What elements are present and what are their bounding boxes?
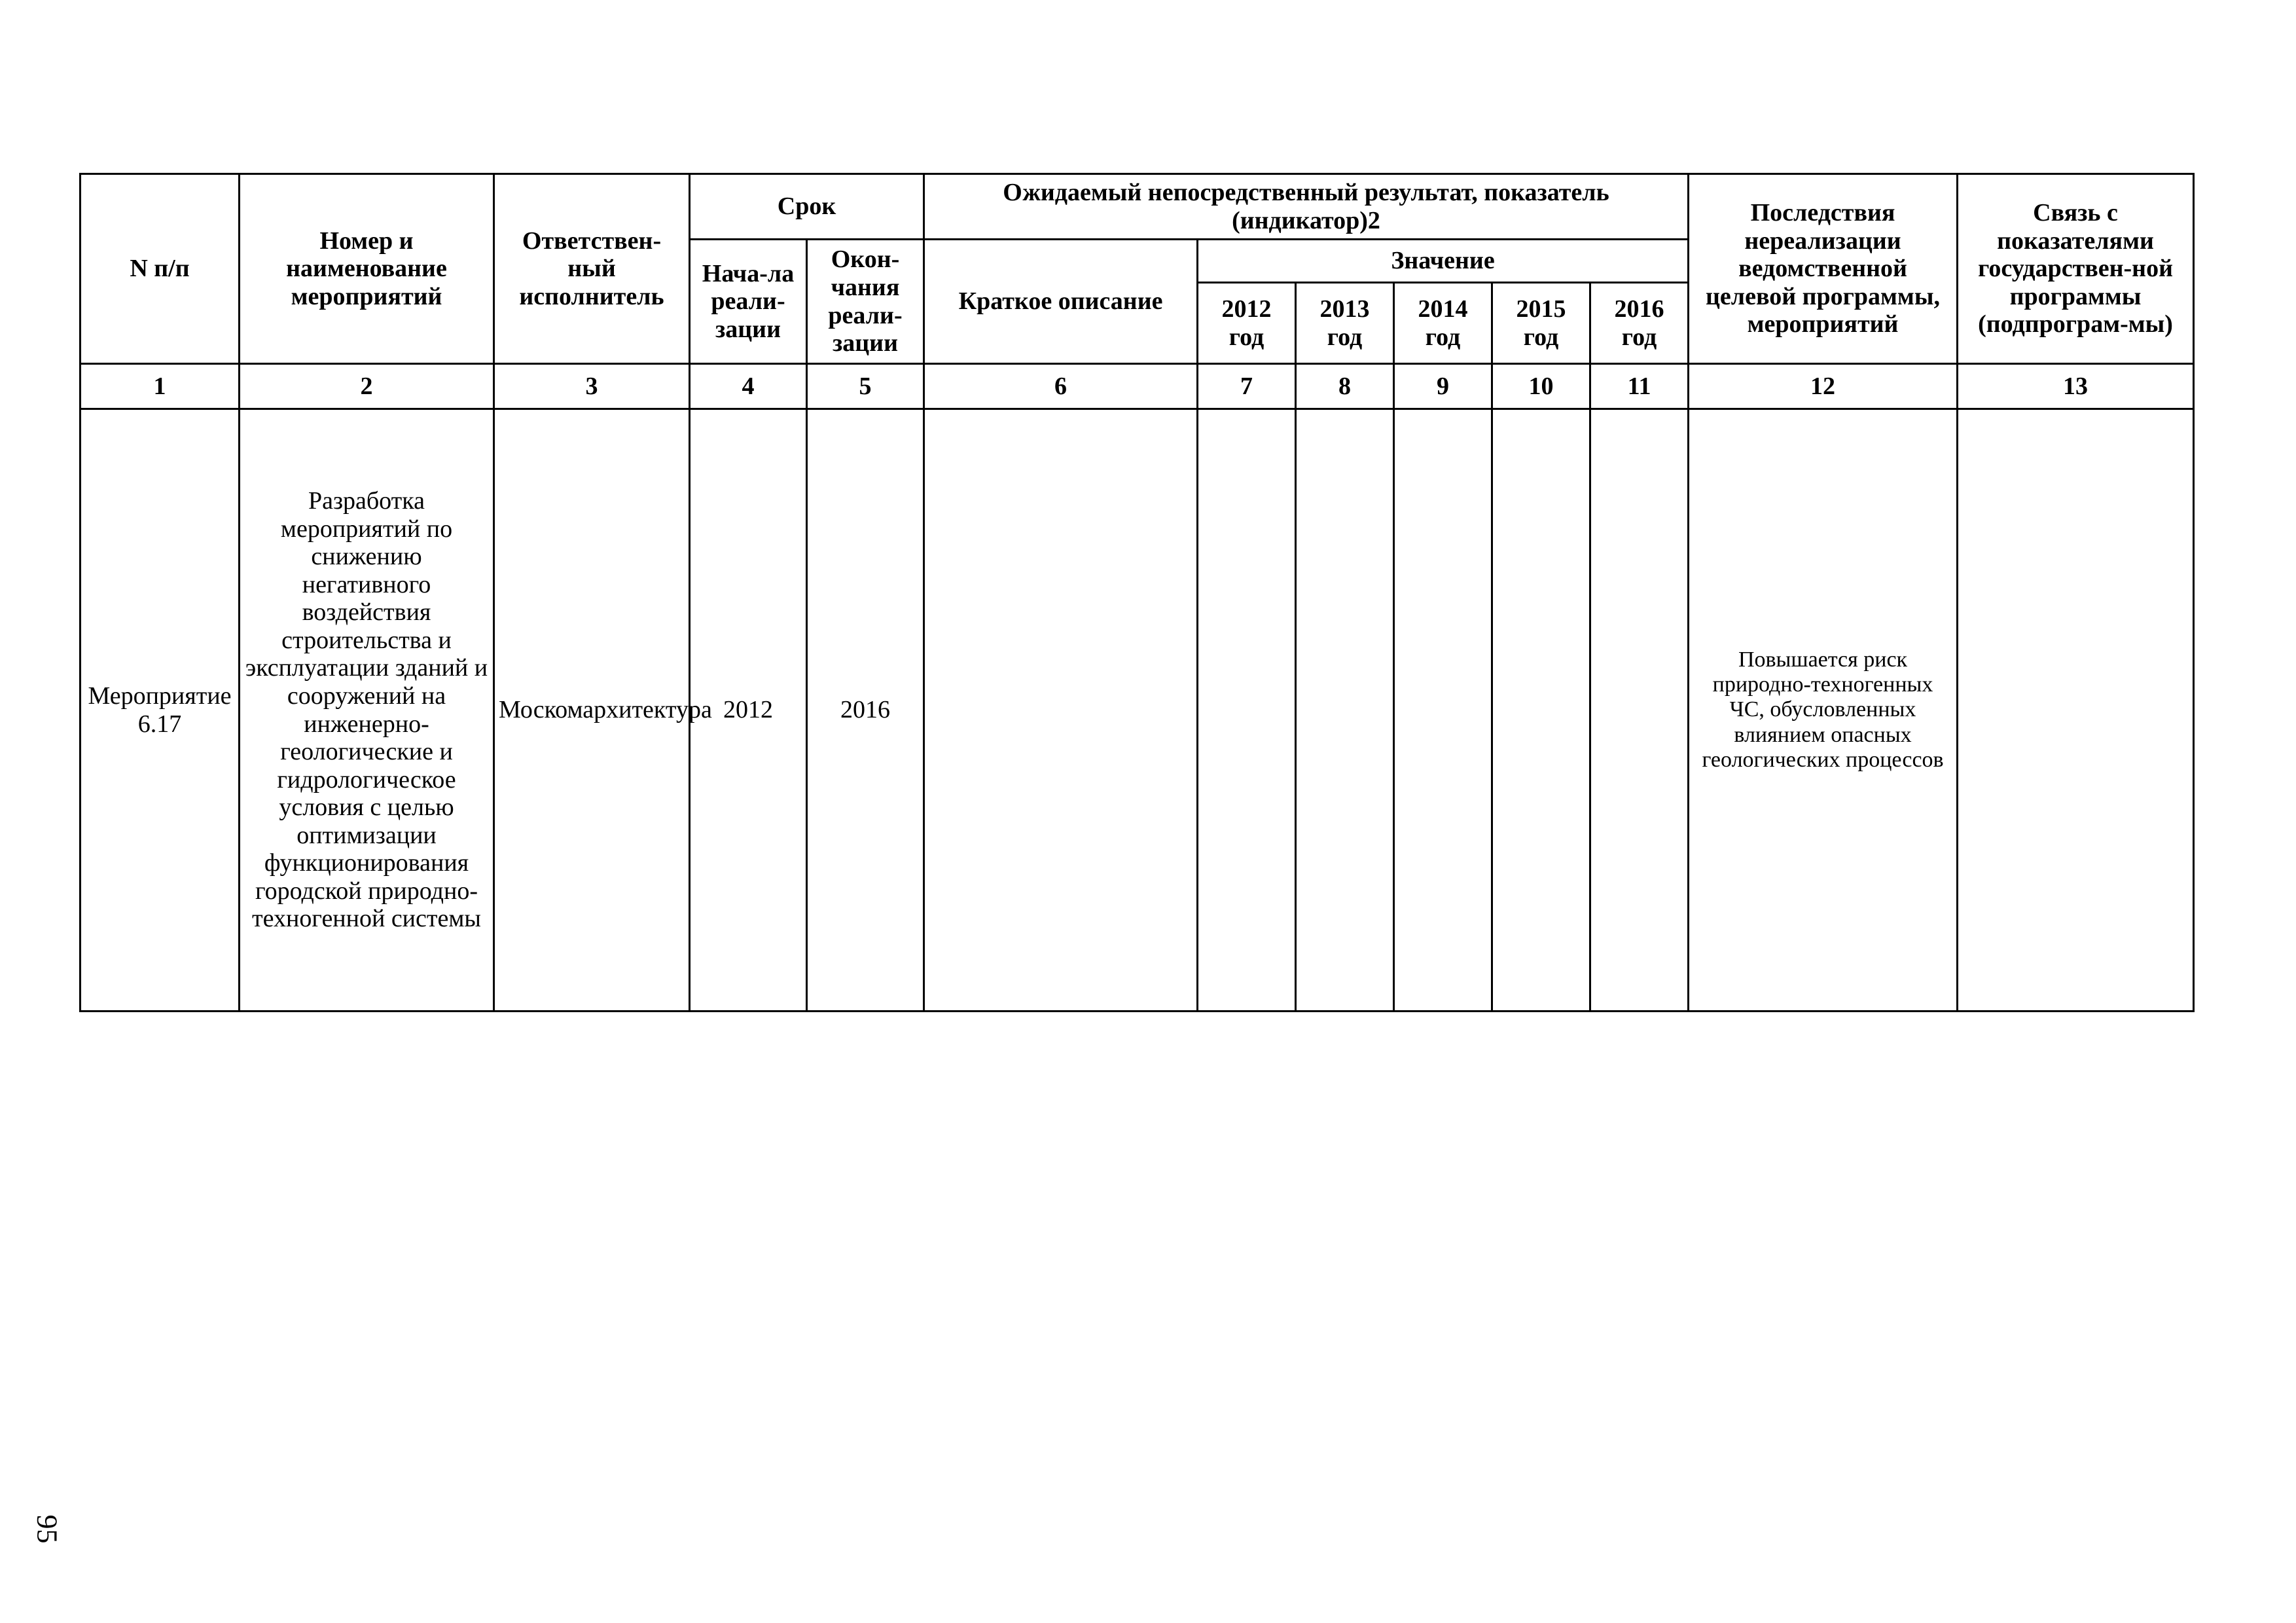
column-number: 8 [1296, 364, 1394, 409]
event-start-year: 2012 [690, 409, 807, 1012]
header-executor: Ответствен-ный исполнитель [494, 174, 690, 364]
event-number: Мероприятие 6.17 [81, 409, 240, 1012]
column-number: 13 [1958, 364, 2194, 409]
event-end-year: 2016 [807, 409, 924, 1012]
column-number: 9 [1394, 364, 1492, 409]
header-name: Номер и наименование мероприятий [240, 174, 494, 364]
header-term: Срок [690, 174, 924, 240]
column-number: 2 [240, 364, 494, 409]
event-link [1958, 409, 2194, 1012]
header-year-2014: 2014 год [1394, 283, 1492, 364]
column-number: 11 [1590, 364, 1689, 409]
header-value: Значение [1198, 240, 1689, 283]
event-description [924, 409, 1198, 1012]
header-year-2013: 2013 год [1296, 283, 1394, 364]
column-number: 12 [1689, 364, 1958, 409]
header-description: Краткое описание [924, 240, 1198, 364]
column-number: 7 [1198, 364, 1296, 409]
header-number: N п/п [81, 174, 240, 364]
event-value-2014 [1394, 409, 1492, 1012]
event-value-2015 [1492, 409, 1590, 1012]
event-value-2012 [1198, 409, 1296, 1012]
column-number: 10 [1492, 364, 1590, 409]
header-year-2015: 2015 год [1492, 283, 1590, 364]
header-consequences: Последствия нереализации ведомственной целевой программы, мероприятий [1689, 174, 1958, 364]
event-value-2013 [1296, 409, 1394, 1012]
header-year-2012: 2012 год [1198, 283, 1296, 364]
page-number: 95 [31, 1514, 63, 1544]
column-number: 3 [494, 364, 690, 409]
column-number: 4 [690, 364, 807, 409]
column-number: 5 [807, 364, 924, 409]
program-table [79, 173, 2195, 1012]
header-result: Ожидаемый непосредственный результат, показатель (индикатор)2 [924, 174, 1689, 240]
event-executor: Москомархитектура [494, 409, 690, 1012]
column-number: 6 [924, 364, 1198, 409]
header-end: Окон-чания реали-зации [807, 240, 924, 364]
header-link: Связь с показателями государствен-ной программы (подпрограм-мы) [1958, 174, 2194, 364]
event-name: Разработка мероприятий по снижению негативного воздействия строительства и эксплуатации зданий и сооружений на инженерно-геологические и гидрологическое условия с целью оптимизации функционирования городской природно-техногенной системы [240, 409, 494, 1012]
header-year-2016: 2016 год [1590, 283, 1689, 364]
table-row [81, 409, 2194, 1012]
header-start: Нача-ла реали-зации [690, 240, 807, 364]
event-value-2016 [1590, 409, 1689, 1012]
column-number: 1 [81, 364, 240, 409]
event-consequences: Повышается риск природно-техногенных ЧС, обусловленных влиянием опасных геологических процессов [1689, 409, 1958, 1012]
